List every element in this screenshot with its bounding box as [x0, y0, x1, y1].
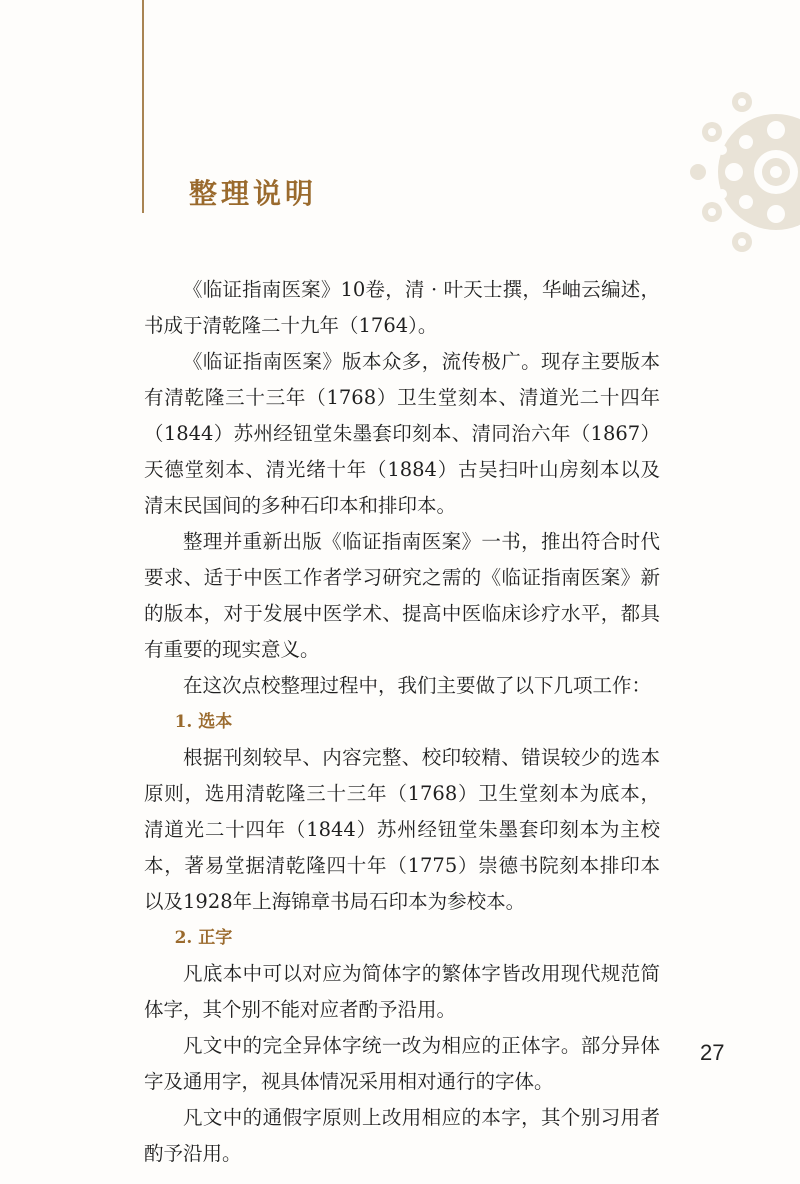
- paragraph: 根据刊刻较早、内容完整、校印较精、错误较少的选本原则，选用清乾隆三十三年（1768）卫生堂刻本为底本，清道光二十四年（1844）苏州经钮堂朱墨套印刻本为主校本，著易堂据清乾隆四十年（1775）崇德书院刻本排印本以及1928年上海锦章书局石印本为参校本。: [144, 746, 660, 913]
- paragraph: 凡文中的完全异体字统一改为相应的正体字。部分异体字及通用字，视具体情况采用相对通行的字体。: [144, 1034, 660, 1093]
- paragraph: 凡文中的通假字原则上改用相应的本字，其个别习用者酌予沿用。: [144, 1106, 660, 1165]
- document-body: [144, 272, 660, 1172]
- paragraph: 凡底本中可以对应为简体字的繁体字皆改用现代规范简体字，其个别不能对应者酌予沿用。: [144, 962, 660, 1021]
- cloud-ornament-icon: [672, 72, 800, 272]
- page-title: 整理说明: [189, 177, 318, 210]
- paragraph: 《临证指南医案》版本众多，流传极广。现存主要版本有清乾隆三十三年（1768）卫生堂刻本、清道光二十四年（1844）苏州经钮堂朱墨套印刻本、清同治六年（1867）天德堂刻本、清光绪十年（1884）古吴扫叶山房刻本以及清末民国间的多种石印本和排印本。: [144, 350, 660, 517]
- paragraph: 《临证指南医案》10卷，清 · 叶天士撰，华岫云编述，书成于清乾隆二十九年（1764）。: [144, 278, 660, 337]
- section-heading-selection: 1. 选本: [174, 712, 233, 732]
- decorative-vertical-rule: [142, 0, 144, 213]
- paragraph: 在这次点校整理过程中，我们主要做了以下几项工作：: [183, 674, 652, 697]
- section-heading-correction: 2. 正字: [174, 928, 233, 948]
- paragraph: 整理并重新出版《临证指南医案》一书，推出符合时代要求、适于中医工作者学习研究之需的《临证指南医案》新的版本，对于发展中医学术、提高中医临床诊疗水平，都具有重要的现实意义。: [144, 530, 660, 661]
- page-number: 27: [700, 1040, 725, 1065]
